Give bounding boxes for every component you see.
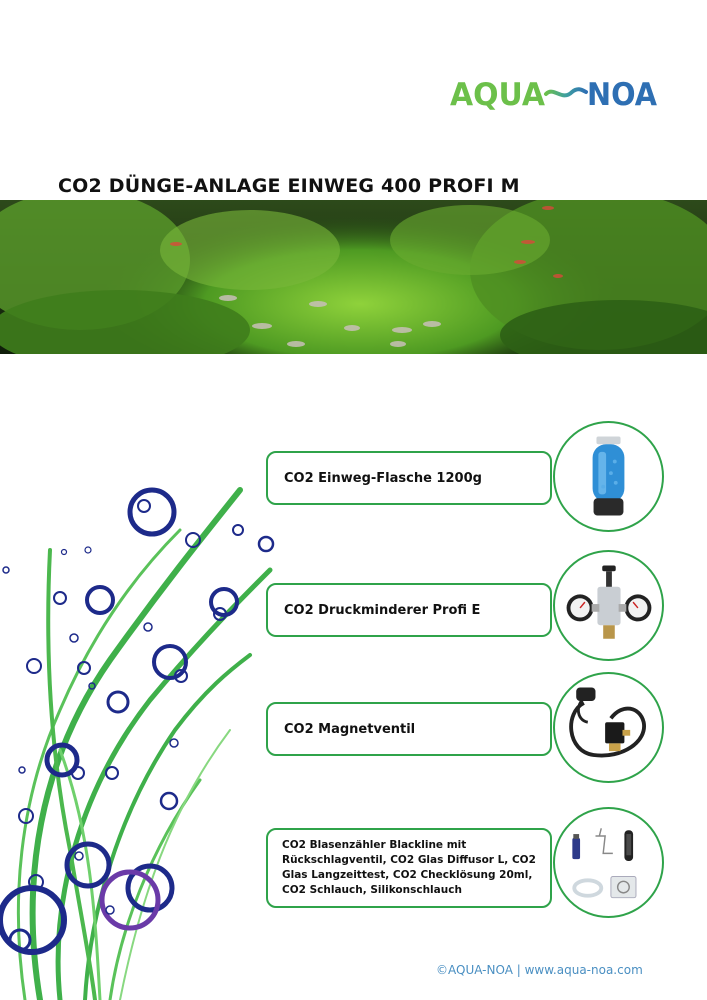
logo-text-left: AQUA — [450, 77, 546, 113]
item-label: CO2 Blasenzähler Blackline mit Rückschlagventil, CO2 Glas Diffusor L, CO2 Glas Langzeittest, CO2 Checklösung 20ml, CO2 Schlauch, Silikonschlauch — [282, 839, 536, 896]
item-label-box — [266, 702, 552, 756]
logo-text-right: NOA — [587, 77, 657, 113]
seaweed-bubbles-decoration — [0, 430, 300, 1000]
item-image-circle — [553, 550, 664, 661]
item-label-box — [266, 583, 552, 637]
item-label: CO2 Druckminderer Profi E — [284, 602, 481, 618]
item-label-box — [266, 828, 552, 908]
logo-wave-icon — [546, 89, 586, 95]
solenoid-valve-icon — [555, 674, 662, 781]
footer-copyright: ©AQUA-NOA | www.aqua-noa.com — [436, 963, 643, 977]
page-title: CO2 DÜNGE-ANLAGE EINWEG 400 PROFI M — [58, 175, 520, 197]
aqua-noa-logo — [450, 72, 660, 114]
pressure-regulator-icon — [555, 552, 662, 659]
item-image-circle — [553, 807, 664, 918]
accessories-icon — [555, 809, 662, 916]
item-image-circle — [553, 672, 664, 783]
item-image-circle — [553, 421, 664, 532]
co2-bottle-icon — [555, 423, 662, 530]
aquarium-hero-image — [0, 200, 707, 354]
item-label-box — [266, 451, 552, 505]
item-label: CO2 Einweg-Flasche 1200g — [284, 470, 482, 486]
item-label: CO2 Magnetventil — [284, 721, 416, 737]
